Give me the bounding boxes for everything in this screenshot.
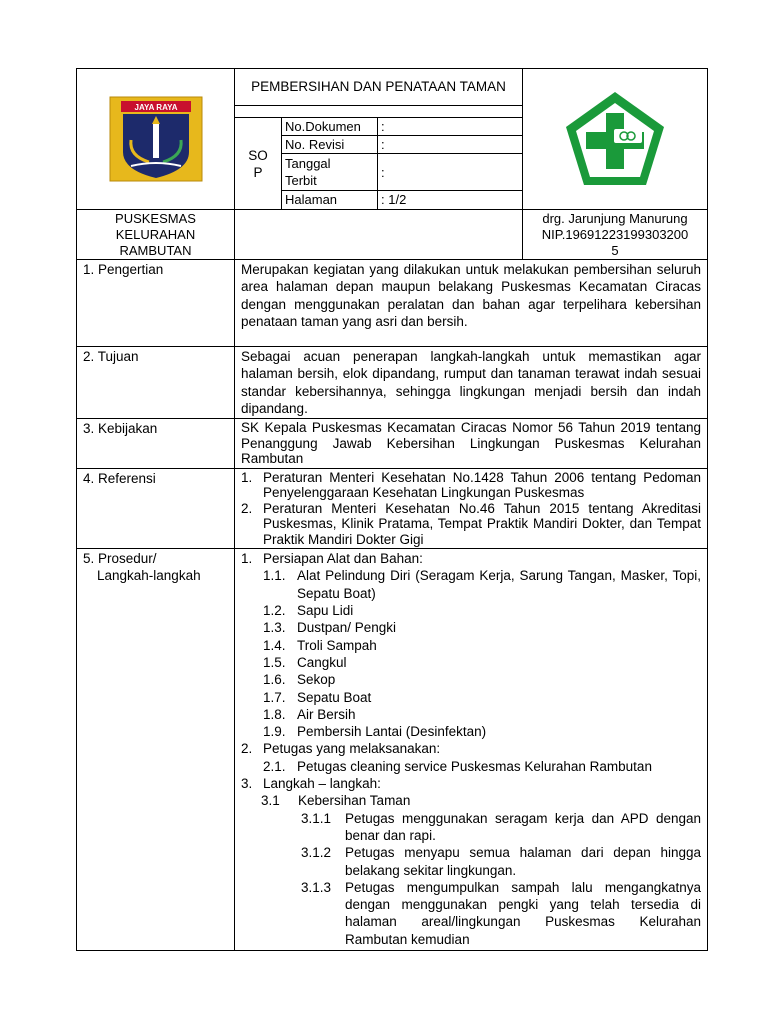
section-label-line: Langkah-langkah	[97, 568, 201, 584]
list-text: Cangkul	[297, 654, 347, 670]
section-label: 1. Pengertian	[77, 260, 235, 347]
section-label: 2. Tujuan	[77, 347, 235, 419]
list-item	[241, 706, 701, 723]
list-text: Pembersih Lantai (Desinfektan)	[297, 724, 487, 740]
meta-value: :	[378, 118, 523, 136]
list-text: Petugas mengumpulkan sampah lalu mengangkatnya dengan menggunakan pengki yang telah tersedia di halaman areal/lingkungan Puskesmas Kelurahan Rambutan kemudian	[345, 879, 701, 947]
puskesmas-logo-cell	[523, 69, 708, 210]
list-number: 1.6.	[263, 672, 286, 688]
list-text: Troli Sampah	[297, 637, 377, 653]
list-item	[241, 723, 701, 740]
list-text: Air Bersih	[297, 706, 356, 722]
list-text: Peraturan Menteri Kesehatan No.46 Tahun 2015 tentang Akreditasi Puskesmas, Klinik Pratama, Tempat Praktik Mandiri Dokter, dan Tempat Praktik Mandiri Dokter Gigi	[263, 500, 701, 547]
list-item	[241, 792, 701, 809]
list-text: Dustpan/ Pengki	[297, 620, 397, 636]
logo-motto-text: JAYA RAYA	[134, 103, 177, 112]
list-text: Petugas menggunakan seragam kerja dan APD dengan benar dan rapi.	[345, 810, 701, 843]
list-number: 1.3.	[263, 620, 286, 636]
org-line: RAMBUTAN	[119, 243, 192, 258]
list-item	[241, 470, 701, 501]
list-number: 1.4.	[263, 637, 286, 653]
list-number: 1.1.	[263, 568, 286, 584]
list-number: 1.5.	[263, 654, 286, 670]
meta-value: :	[378, 154, 523, 191]
list-text: Sekop	[297, 672, 336, 688]
organization-name	[77, 210, 235, 260]
signer-block	[523, 210, 708, 260]
meta-value: : 1/2	[378, 191, 523, 210]
signer-nip-tail: 5	[611, 243, 619, 258]
list-item	[241, 775, 701, 792]
list-item	[241, 654, 701, 671]
meta-key: No. Revisi	[282, 136, 378, 154]
list-number: 3.1.3	[301, 879, 332, 895]
list-item	[241, 619, 701, 636]
section-label	[77, 549, 235, 951]
list-item	[241, 758, 701, 775]
list-item	[241, 879, 701, 948]
jaya-raya-logo-icon	[109, 96, 203, 182]
jakarta-logo-cell	[77, 69, 235, 210]
empty-cell	[235, 210, 523, 260]
signer-name: drg. Jarunjung Manurung	[542, 211, 688, 226]
list-item	[241, 501, 701, 548]
sop-label-line2: P	[253, 164, 263, 180]
list-item	[241, 550, 701, 567]
meta-value: :	[378, 136, 523, 154]
meta-key: Halaman	[282, 191, 378, 210]
sop-label	[235, 118, 282, 210]
meta-key: No.Dokumen	[282, 118, 378, 136]
list-number: 1.7.	[263, 689, 286, 705]
list-item	[241, 637, 701, 654]
org-line: PUSKESMAS	[115, 211, 196, 226]
list-text: Petugas menyapu semua halaman dari depan hingga belakang sekitar lingkungan.	[345, 845, 701, 878]
list-text: Persiapan Alat dan Bahan:	[263, 551, 423, 567]
list-number: 3.1.2	[301, 845, 332, 861]
list-number: 1.9.	[263, 724, 286, 740]
section-label: 4. Referensi	[77, 468, 235, 549]
section-label-line: 5. Prosedur/	[83, 551, 157, 567]
list-number: 1.8.	[263, 706, 286, 722]
list-number: 2.	[241, 500, 253, 516]
list-item	[241, 844, 701, 879]
section-referensi	[235, 468, 708, 549]
sop-table	[76, 68, 708, 951]
meta-key	[282, 154, 378, 191]
list-text: Peraturan Menteri Kesehatan No.1428 Tahun 2006 tentang Pedoman Penyelenggaraan Kesehatan Lingkungan Puskesmas	[263, 469, 701, 501]
list-text: Sapu Lidi	[297, 603, 354, 619]
org-line: KELURAHAN	[115, 227, 196, 242]
list-text: Kebersihan Taman	[298, 793, 411, 809]
list-text: Petugas cleaning service Puskesmas Kelurahan Rambutan	[297, 758, 652, 774]
sop-document	[76, 68, 707, 951]
list-item	[241, 671, 701, 688]
list-text: Alat Pelindung Diri (Seragam Kerja, Sarung Tangan, Masker, Topi, Sepatu Boat)	[297, 568, 701, 601]
list-number: 3.1.1	[301, 810, 332, 826]
list-number: 3.	[241, 776, 253, 792]
document-title: PEMBERSIHAN DAN PENATAAN TAMAN	[235, 69, 523, 106]
sop-label-line1: SO	[248, 147, 268, 163]
section-label: 3. Kebijakan	[77, 419, 235, 469]
section-prosedur	[235, 549, 708, 951]
list-number: 1.	[241, 551, 253, 567]
section-tujuan-text: Sebagai acuan penerapan langkah-langkah untuk memastikan agar halaman bersih, elok dipandang, rumput dan tanaman terawat indah sesuai standar kebersihannya, sehingga lingkungan menjadi bersih dan indah dipandang.	[235, 347, 708, 419]
signer-nip: NIP.19691223199303200	[541, 227, 689, 242]
list-text: Petugas yang melaksanakan:	[263, 741, 441, 757]
list-number: 2.	[241, 741, 253, 757]
section-kebijakan-text: SK Kepala Puskesmas Kecamatan Ciracas Nomor 56 Tahun 2019 tentang Penanggung Jawab Kebersihan Lingkungan Puskesmas Kelurahan Rambutan	[235, 419, 708, 469]
list-item	[241, 602, 701, 619]
puskesmas-logo-icon	[562, 89, 668, 189]
list-text: Sepatu Boat	[297, 689, 372, 705]
list-number: 2.1.	[263, 758, 286, 774]
list-number: 3.1	[261, 793, 280, 809]
list-item	[241, 740, 701, 757]
list-number: 1.	[241, 469, 253, 485]
list-item	[241, 567, 701, 602]
list-number: 1.2.	[263, 603, 286, 619]
list-text: Langkah – langkah:	[263, 776, 381, 792]
list-item	[241, 810, 701, 845]
meta-key-text: Tanggal Terbit	[285, 156, 331, 188]
list-item	[241, 689, 701, 706]
section-pengertian-text: Merupakan kegiatan yang dilakukan untuk melakukan pembersihan seluruh area halaman depan maupun belakang Puskesmas Kecamatan Ciracas dengan menggunakan peralatan dan bahan agar terpelihara kebersihan penataan taman yang asri dan bersih.	[235, 260, 708, 347]
